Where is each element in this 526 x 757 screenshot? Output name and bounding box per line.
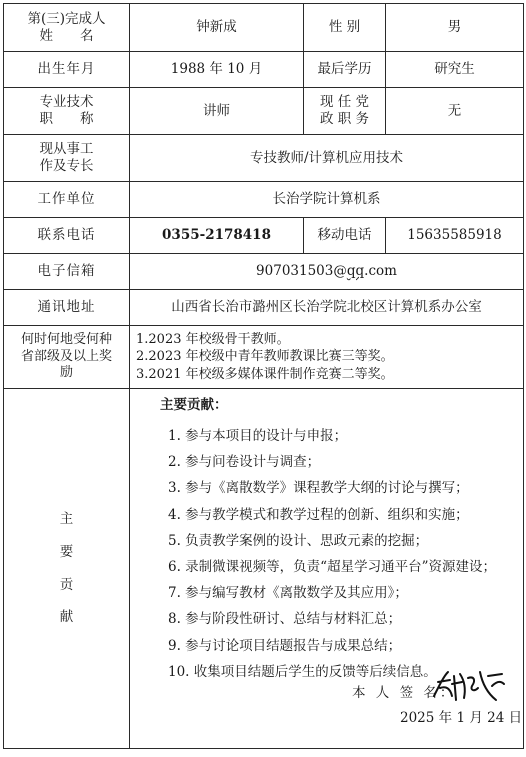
- phone-label: 联系电话: [4, 218, 130, 254]
- address-value: 山西省长治市潞州区长治学院北校区计算机系办公室: [130, 290, 524, 326]
- row-awards: [4, 326, 524, 389]
- info-table: [3, 3, 524, 749]
- row-name: [4, 4, 524, 52]
- row-work: [4, 135, 524, 182]
- contribution-item: 9. 参与讨论项目结题报告与成果总结；: [168, 637, 402, 654]
- education-label: 最后学历: [304, 52, 386, 88]
- award-item: 2.2023 年校级中青年教师教课比赛三等奖。: [136, 349, 394, 365]
- political-value: 无: [386, 88, 524, 135]
- contribution-item: 4. 参与教学模式和教学过程的创新、组织和实施；: [168, 506, 469, 523]
- row-title: [4, 88, 524, 135]
- awards-list: [130, 326, 524, 389]
- birth-value: 1988 年 10 月: [130, 52, 304, 88]
- row-email: [4, 254, 524, 290]
- award-item: 3.2021 年校级多媒体课件制作竞赛二等奖。: [136, 366, 394, 382]
- education-value: 研究生: [386, 52, 524, 88]
- title-label: 专业技术 职 称: [4, 88, 130, 135]
- row-unit: [4, 182, 524, 218]
- contribution-body: [130, 389, 524, 749]
- contribution-item: 8. 参与阶段性研讨、总结与材料汇总；: [168, 611, 402, 628]
- row-birth: [4, 52, 524, 88]
- contribution-item: 7. 参与编写教材《离散数学及其应用》；: [168, 585, 408, 602]
- contribution-item: 6. 录制微课视频等，负责“超星学习通平台”资源建设；: [168, 558, 496, 575]
- mobile-label: 移动电话: [304, 218, 386, 254]
- unit-value: 长治学院计算机系: [130, 182, 524, 218]
- handwritten-signature: [430, 666, 510, 706]
- contribution-list: [168, 423, 496, 685]
- name-value: 钟新成: [130, 4, 304, 52]
- sign-date: 2025 年 1 月 24 日: [400, 710, 523, 726]
- email-value: 907031503@qq.com: [130, 254, 524, 290]
- contribution-item: 3. 参与《离散数学》课程教学大纲的讨论与撰写；: [168, 480, 469, 497]
- row-address: [4, 290, 524, 326]
- address-label: 通讯地址: [4, 290, 130, 326]
- name-label: 第(三)完成人 姓 名: [4, 4, 130, 52]
- contribution-item: 5. 负责教学案例的设计、思政元素的挖掘；: [168, 532, 429, 549]
- signature-label: 本 人 签 名：: [352, 685, 457, 701]
- work-label: 现从事工 作及专长: [4, 135, 130, 182]
- gender-label: 性 别: [304, 4, 386, 52]
- contribution-item: 2. 参与问卷设计与调查；: [168, 454, 321, 471]
- title-value: 讲师: [130, 88, 304, 135]
- contribution-item: 1. 参与本项目的设计与申报；: [168, 428, 348, 444]
- birth-label: 出生年月: [4, 52, 130, 88]
- award-item: 1.2023 年校级骨干教师。: [136, 332, 290, 348]
- political-label: 现 任 党 政 职 务: [304, 88, 386, 135]
- contribution-heading: 主要贡献：: [160, 397, 228, 413]
- row-contribution: [4, 389, 524, 749]
- phone-value: 0355-2178418: [130, 218, 304, 254]
- awards-label: 何时何地受何种 省部级及以上奖 励: [4, 326, 130, 389]
- contribution-item: 10. 收集项目结题后学生的反馈等后续信息。: [168, 663, 437, 680]
- gender-value: 男: [386, 4, 524, 52]
- personnel-form: [3, 3, 523, 753]
- unit-label: 工作单位: [4, 182, 130, 218]
- contribution-side-label: 主 要 贡 献: [4, 389, 130, 749]
- work-value: 专技教师/计算机应用技术: [130, 135, 524, 182]
- email-label: 电子信箱: [4, 254, 130, 290]
- mobile-value: 15635585918: [386, 218, 524, 254]
- row-phone: [4, 218, 524, 254]
